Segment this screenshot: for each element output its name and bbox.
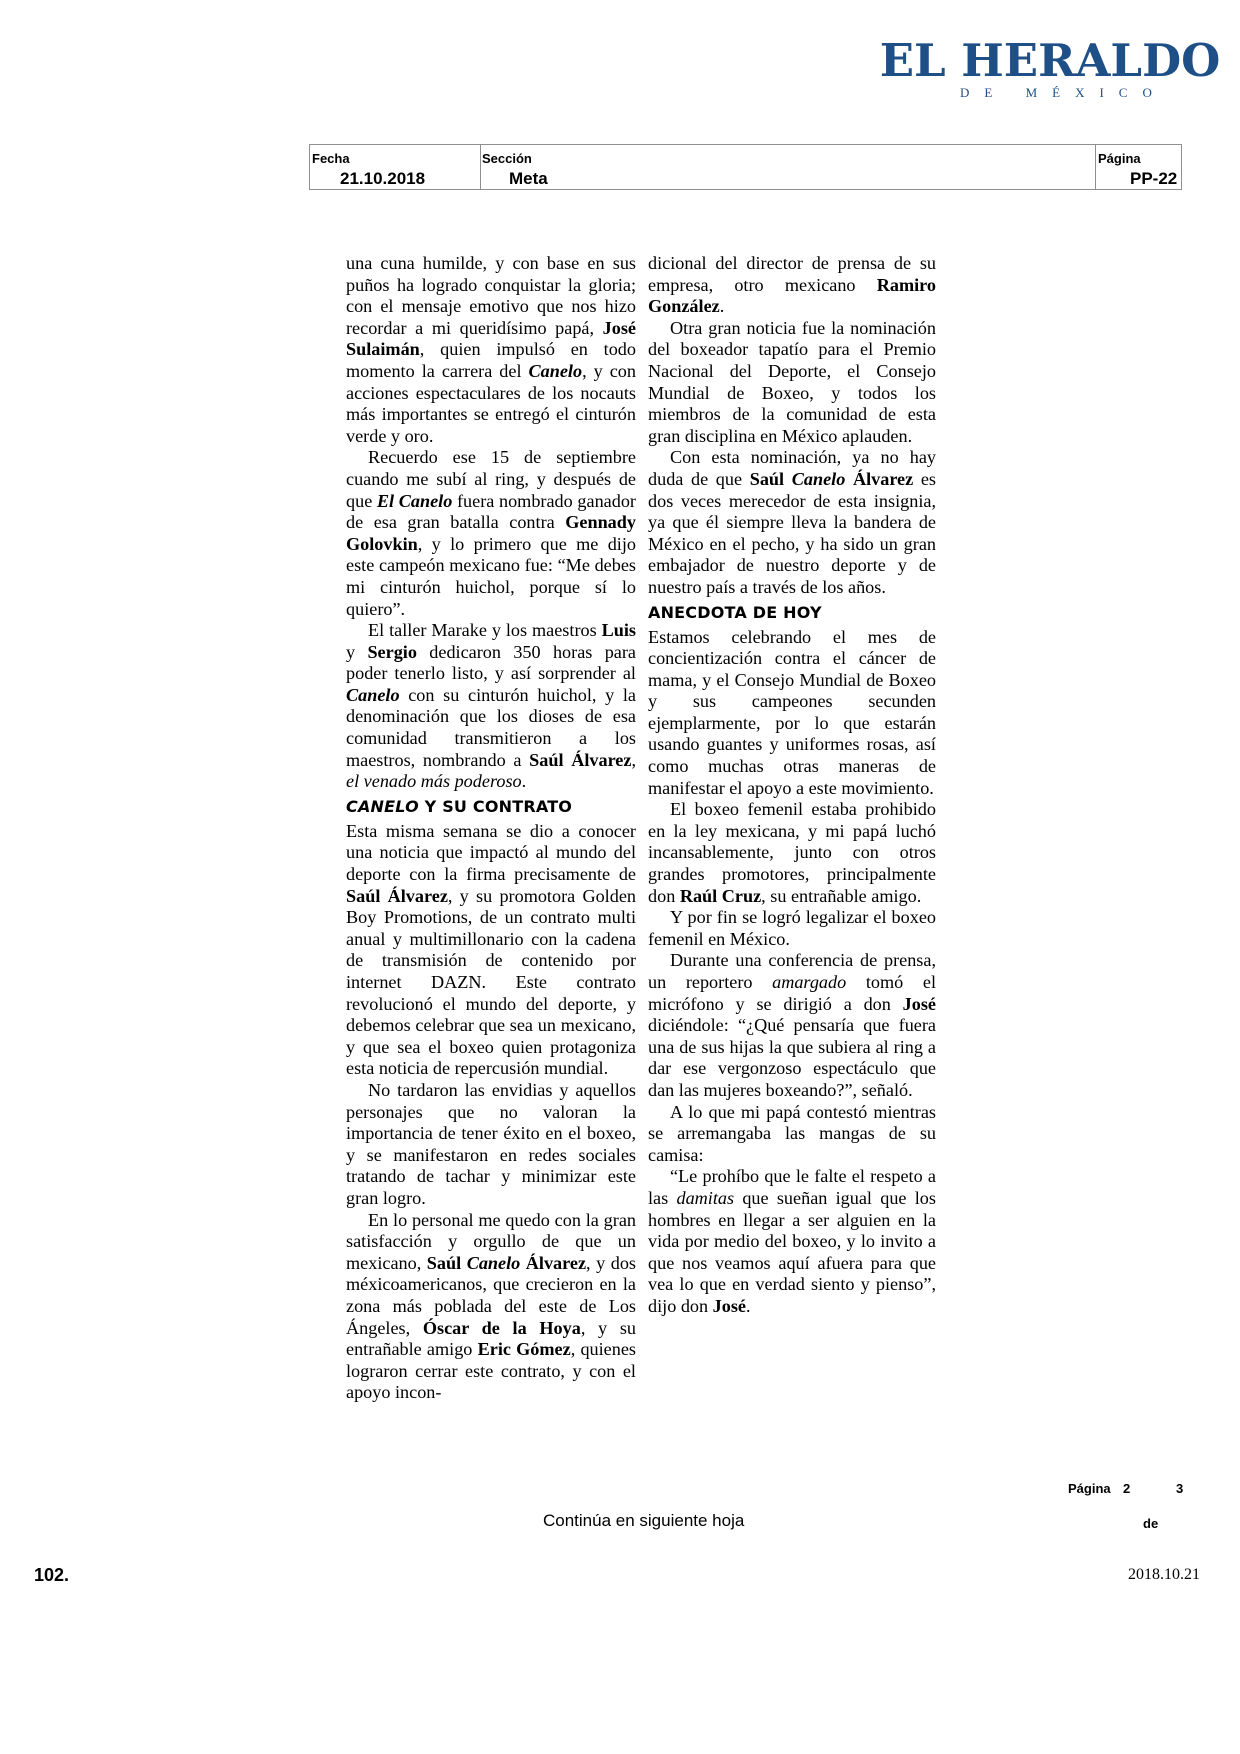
seccion-value: Meta xyxy=(509,169,548,188)
article-paragraph: No tardaron las envidias y aquellos personajes que no valoran la importancia de tener éxito en el boxeo, y se manifestaron en redes sociales tratando de tachar y minimizar este gran logro. xyxy=(346,1079,636,1208)
article-paragraph: Otra gran noticia fue la nominación del boxeador tapatío para el Premio Nacional del Deporte, el Consejo Mundial de Boxeo, y todos los miembros de la comunidad de esta gran disciplina en México aplauden. xyxy=(648,317,936,446)
article-paragraph: Durante una conferencia de prensa, un reportero amargado tomó el micrófono y se dirigió a don José diciéndole: “¿Qué pensaría que fuera una de sus hijas la que subiera al ring a dar ese vergonzoso espectáculo que dan las mujeres boxeando?”, señaló. xyxy=(648,950,936,1100)
fecha-value: 21.10.2018 xyxy=(340,169,426,188)
footer-page-current: 2 xyxy=(1123,1481,1131,1496)
article-paragraph: una cuna humilde, y con base en sus puños ha logrado conquistar la gloria; con el mensaje emotivo que nos hizo recordar a mi queridísimo papá, José Sulaimán, quien impulsó en todo momento la carrera del Canelo, y con acciones espectaculares de los nocauts más importantes se entregó el cinturón verde y oro. xyxy=(346,253,636,446)
article-paragraph: Esta misma semana se dio a conocer una noticia que impactó al mundo del deporte con la firma precisamente de Saúl Álvarez, y su promotora Golden Boy Promotions, de un contrato multi anual y multimillonario con la cadena de transmisión de contenido por internet DAZN. Este contrato revolucionó el mundo del deporte, y debemos celebrar que sea un mexicano, y que sea el boxeo quien protagoniza esta noticia de repercusión mundial. xyxy=(346,820,636,1079)
article-paragraph: En lo personal me quedo con la gran satisfacción y orgullo de que un mexicano, Saúl Canelo Álvarez, y dos méxicoamericanos, que crecieron en la zona más poblada del este de Los Ángeles, Óscar de la Hoya, y su entrañable amigo Eric Gómez, quienes lograron cerrar este contrato, y con el apoyo incon- xyxy=(346,1209,637,1403)
footer-page-total: 3 xyxy=(1176,1481,1184,1496)
article-paragraph: Recuerdo ese 15 de septiembre cuando me subí al ring, y después de que El Canelo fuera nombrado ganador de esa gran batalla contra Gennady Golovkin, y lo primero que me dijo este campeón mexicano fue: “Me debes mi cinturón huichol, porque sí lo quiero”. xyxy=(346,447,636,619)
fecha-label: Fecha xyxy=(312,151,350,166)
footer-date: 2018.10.21 xyxy=(1128,1566,1200,1583)
article-column-right xyxy=(648,253,936,1318)
newspaper-logo xyxy=(870,36,1230,100)
logo-title: EL HERALDO xyxy=(879,34,1221,87)
logo-subtitle: DE MÉXICO xyxy=(960,85,1167,100)
article-paragraph: Y por fin se logró legalizar el boxeo femenil en México. xyxy=(648,907,936,949)
fecha-cell xyxy=(310,145,481,189)
article-subheading: ANECDOTA DE HOY xyxy=(648,602,822,622)
article-column-left xyxy=(346,253,636,1404)
seccion-label: Sección xyxy=(482,151,532,166)
pagina-cell xyxy=(1095,145,1182,189)
article-paragraph: El boxeo femenil estaba prohibido en la ley mexicana, y mi papá luchó incansablemente, junto con otros grandes promotores, principalmente don Raúl Cruz, su entrañable amigo. xyxy=(648,799,936,906)
article-paragraph: dicional del director de prensa de su empresa, otro mexicano Ramiro González. xyxy=(648,253,936,317)
footer-de-label: de xyxy=(1143,1516,1159,1531)
footer-pagina-label: Página xyxy=(1068,1481,1111,1496)
article-paragraph: El taller Marake y los maestros Luis y Sergio dedicaron 350 horas para poder tenerlo listo, y así sorprender al Canelo con su cinturón huichol, y la denominación que los dioses de esa comunidad transmitieron a los maestros, nombrando a Saúl Álvarez, el venado más poderoso. xyxy=(346,620,637,792)
article-paragraph: “Le prohíbo que le falte el respeto a las damitas que sueñan igual que los hombres en llegar a ser alguien en la vida por medio del boxeo, y lo invito a que nos veamos aquí afuera para que vea lo que en verdad siento y pienso”, dijo don José. xyxy=(648,1166,936,1316)
article-subheading: CANELO Y SU CONTRATO xyxy=(346,796,573,816)
continue-notice: Continúa en siguiente hoja xyxy=(543,1511,745,1530)
document-id-number: 102. xyxy=(34,1565,70,1585)
pagina-value: PP-22 xyxy=(1130,169,1178,188)
article-paragraph: Estamos celebrando el mes de concientización contra el cáncer de mama, y el Consejo Mundial de Boxeo y sus campeones secunden ejemplarmente, por lo que estarán usando guantes y uniformes rosas, así como muchas otras maneras de manifestar el apoyo a este movimiento. xyxy=(648,626,936,798)
pagina-label: Página xyxy=(1098,151,1141,166)
article-paragraph: A lo que mi papá contestó mientras se arremangaba las mangas de su camisa: xyxy=(648,1101,936,1165)
article-paragraph: Con esta nominación, ya no hay duda de que Saúl Canelo Álvarez es dos veces merecedor de esta insignia, ya que él siempre lleva la bandera de México en el pecho, y ha sido un gran embajador de nuestro deporte y de nuestro país a través de los años. xyxy=(648,447,936,597)
header-info-table xyxy=(309,144,1182,190)
